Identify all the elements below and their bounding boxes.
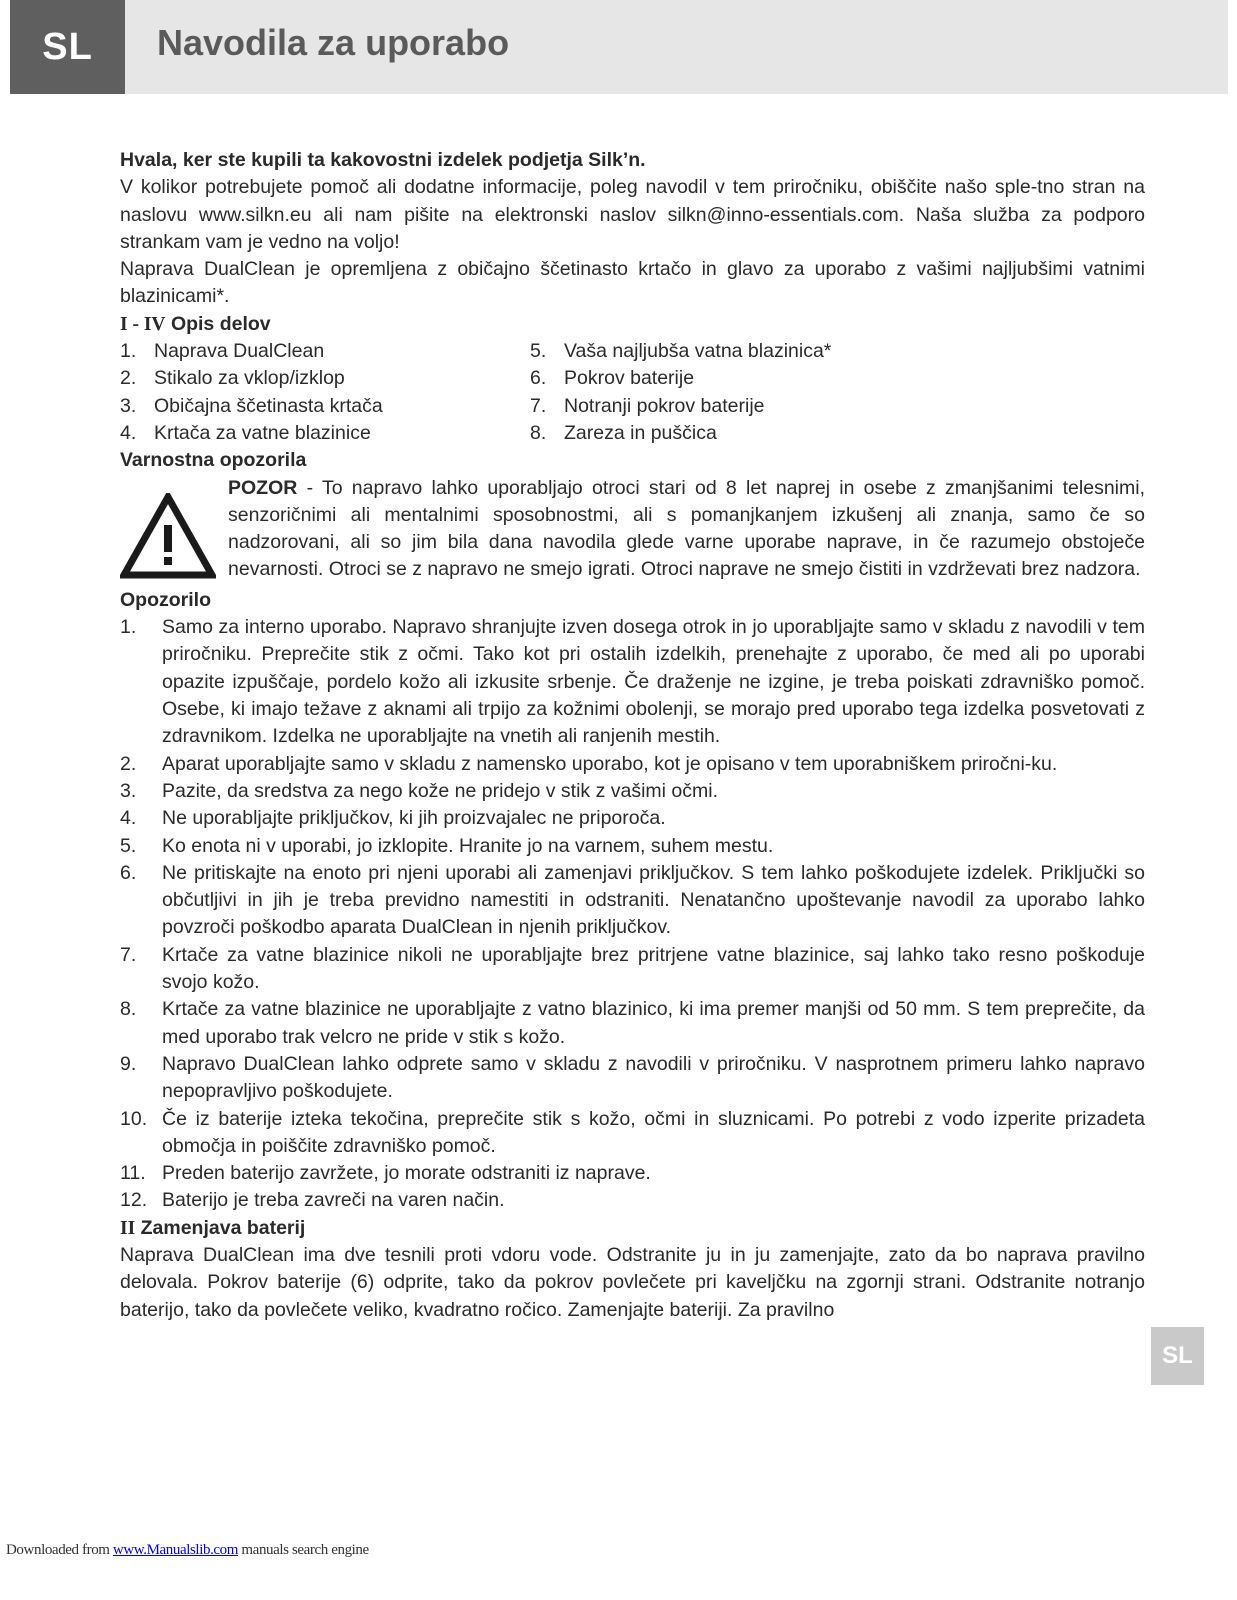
list-item: 11. Preden baterijo zavržete, jo morate odstraniti iz naprave. [120, 1162, 651, 1185]
parts-list [120, 338, 1145, 447]
page-title: Navodila za uporabo [157, 22, 510, 63]
list-item: 5. Ko enota ni v uporabi, jo izklopite. Hranite jo na varnem, suhem mestu. [120, 834, 774, 857]
list-item: 8. Krtače za vatne blazinice ne uporabljajte z vatno blazinico, ki ima premer manjši od 50 mm. S tem preprečite, da med uporabo trak velcro ne pride v stik s kožo. [120, 998, 1145, 1048]
battery-paragraph: Naprava DualClean ima dve tesnili proti vdoru vode. Odstranite ju in ju zamenjajte, zato da bo naprava pravilno delovala. Pokrov baterije (6) odprite, tako da pokrov povlečete pri kaveljčku na zgornji strani. Odstranite notranjo baterijo, tako da povlečete veliko, kvadratno ročico. Zamenjajte bateriji. Za pravilno [120, 1243, 1145, 1321]
warnings-list [120, 614, 1145, 1215]
manualslib-link[interactable]: www.Manualslib.com [112, 1542, 239, 1558]
document-body [120, 147, 1145, 1324]
list-item: 1. Naprava DualClean [120, 340, 325, 363]
list-item: 8. Zareza in puščica [530, 421, 717, 444]
list-item: 9. Napravo DualClean lahko odprete samo v skladu z navodili v priročniku. V nasprotnem primeru lahko napravo nepopravljivo poškodujete. [120, 1052, 1145, 1103]
intro-paragraph-2: Naprava DualClean je opremljena z običajno ščetinasto krtačo in glavo za uporabo z vašimi najljubšimi vatnimi blazinicami*. [120, 258, 1145, 308]
parts-title: Opis delov [170, 312, 271, 335]
list-item: 2. Aparat uporabljajte samo v skladu z namensko uporabo, kot je opisano v tem uporabniškem priročni-ku. [120, 752, 1058, 775]
list-item: 7. Krtače za vatne blazinice nikoli ne uporabljajte brez pritrjene vatne blazinice, saj lahko tako resno poškoduje svojo kožo. [120, 943, 1145, 994]
list-item: 12. Baterijo je treba zavreči na varen način. [120, 1189, 505, 1212]
battery-title: Zamenjava baterij [140, 1216, 306, 1239]
list-item: 7. Notranji pokrov baterije [530, 394, 765, 417]
intro-paragraph: V kolikor potrebujete pomoč ali dodatne informacije, poleg navodil v tem priročniku, obiščite našo sple-tno stran na naslovu www.silkn.eu ali nam pišite na elektronski naslov silkn@inno-essentials.com. Naša služba za podporo strankam vam je vedno na voljo! [120, 176, 1145, 253]
warnings-heading: Opozorilo [120, 588, 211, 611]
list-item: 1. Samo za interno uporabo. Napravo shranjujte izven dosega otrok in jo uporabljajte samo v skladu z navodili v tem priročniku. Preprečite stik z očmi. Tako kot pri ostalih izdelkih, prenehajte z uporabo, če med ali po uporabi opazite izpuščaje, pordelo kožo ali izkusite srbenje. Če draženje ne izgine, je treba poiskati zdravniško pomoč. Osebe, ki imajo težave z aknami ali trpijo za kožnimi obolenji, se morajo pred uporabo tega izdelka posvetovati z zdravnikom. Izdelka ne uporabljajte na vnetih ali ranjenih mestih. [120, 616, 1145, 748]
footer-suffix: manuals search engine [238, 1542, 369, 1558]
download-footer [6, 1542, 369, 1559]
list-item: 6. Ne pritiskajte na enoto pri njeni uporabi ali zamenjavi priključkov. S tem lahko poškodujete izdelek. Priključki so občutljivi in jih je treba previdno namestiti in odstraniti. Nenatančno upoštevanje navodil za uporabo lahko povzroči poškodbo aparata DualClean in njenih priključkov. [120, 861, 1145, 939]
list-item: 4. Krtača za vatne blazinice [120, 421, 371, 444]
battery-heading [120, 1215, 1145, 1242]
list-item: 6. Pokrov baterije [530, 367, 695, 390]
safety-notice [120, 475, 1145, 587]
list-item: 4. Ne uporabljajte priključkov, ki jih proizvajalec ne priporoča. [120, 807, 666, 830]
safety-heading: Varnostna opozorila [120, 449, 307, 472]
language-side-tab: SL [1151, 1327, 1204, 1385]
list-item: 10. Če iz baterije izteka tekočina, preprečite stik s kožo, očmi in sluznicami. Po potrebi z vodo izperite prizadeta območja in poiščite zdravniško pomoč. [120, 1107, 1145, 1157]
list-item: 2. Stikalo za vklop/izklop [120, 367, 345, 390]
footer-prefix: Downloaded from [6, 1542, 113, 1558]
warning-triangle-icon [120, 475, 228, 587]
list-item: 3. Običajna ščetinasta krtača [120, 394, 383, 417]
battery-roman-numeral: II [120, 1217, 136, 1239]
language-code-badge: SL [10, 0, 125, 94]
safety-text [228, 475, 1145, 584]
parts-heading [120, 311, 1145, 338]
list-item: 5. Vaša najljubša vatna blazinica* [530, 340, 832, 363]
intro-heading: Hvala, ker ste kupili ta kakovostni izdelek podjetja Silk’n. [120, 149, 646, 171]
list-item: 3. Pazite, da sredstva za nego kože ne pridejo v stik z vašimi očmi. [120, 779, 718, 802]
parts-roman-numeral: I - IV [120, 313, 166, 335]
safety-label: POZOR [228, 476, 298, 499]
safety-body: - To napravo lahko uporabljajo otroci stari od 8 let naprej in osebe z zmanjšanimi telesnimi, senzoričnimi ali mentalnimi sposobnostmi, ali s pomanjkanjem izkušenj ali znanja, samo če so nadzorovani, ali so jim bila dana navodila glede varne uporabe naprave, in če razumejo obstoječe nevarnosti. Otroci se z napravo ne smejo igrati. Otroci naprave ne smejo čistiti in vzdrževati brez nadzora. [228, 476, 1145, 581]
